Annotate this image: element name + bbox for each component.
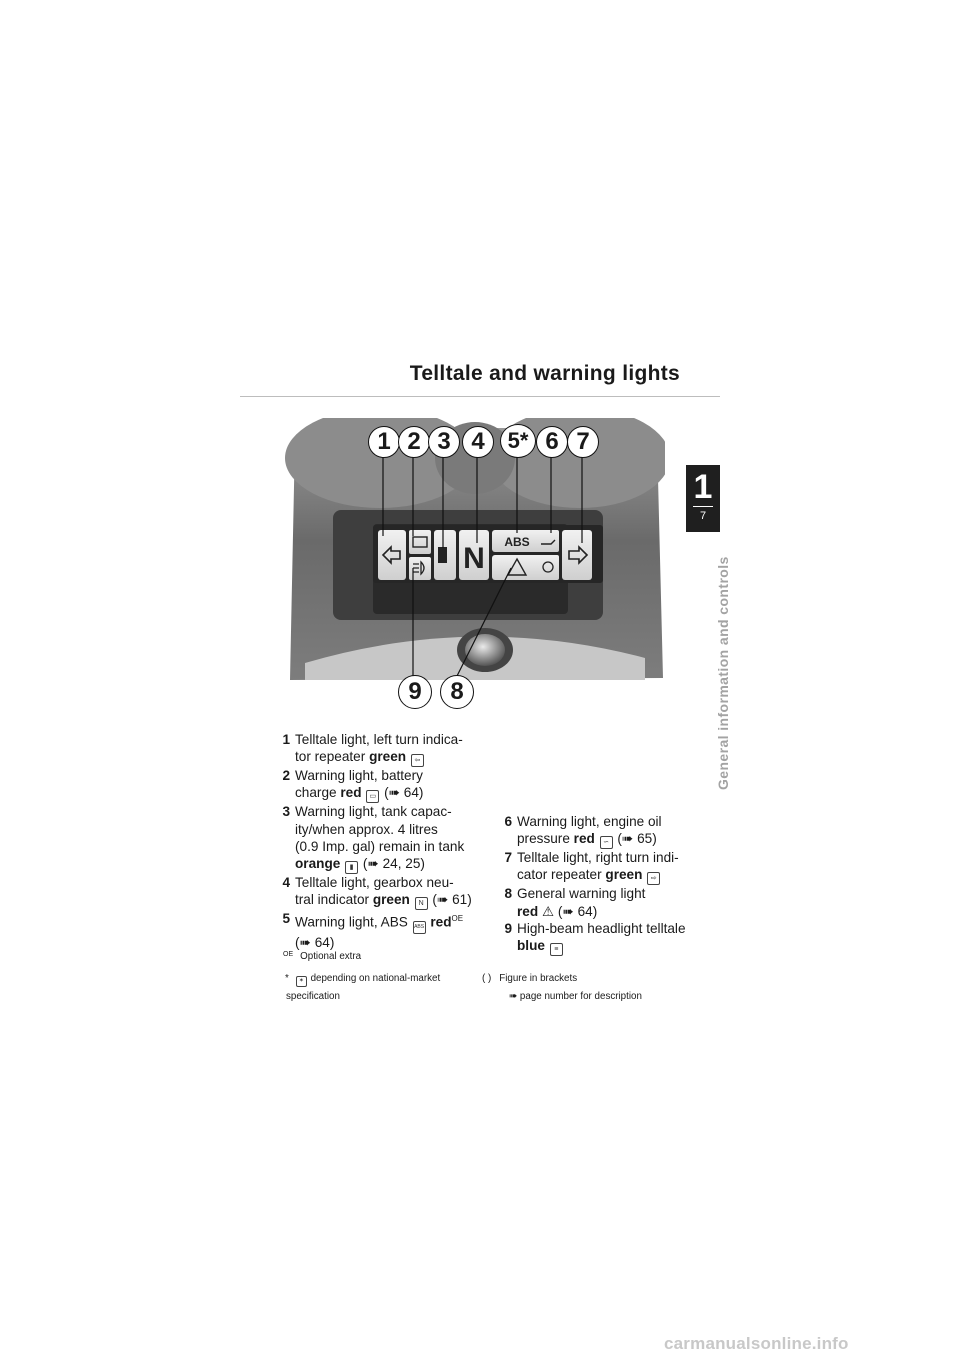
legend-item-2 [268, 767, 484, 803]
section-side-title: General information and controls [715, 556, 731, 790]
legend-item-6 [490, 813, 690, 849]
legend-item-3 [268, 803, 484, 874]
legend-number: 8 [504, 886, 512, 902]
callout-5: 5* [500, 424, 536, 458]
title-divider [240, 396, 720, 397]
color-word: green [605, 867, 643, 883]
legend-item-8 [490, 885, 690, 919]
legend-text: High-beam headlight telltale [517, 920, 686, 936]
legend-text: ity/when approx. 4 litres [295, 821, 438, 837]
brackets-text: Figure in brackets [499, 973, 578, 984]
legend-text: Telltale light, left turn indica- [295, 732, 463, 747]
color-word: red [517, 903, 539, 919]
fuel-icon [438, 547, 447, 563]
star-text: depending on national-market [310, 973, 441, 984]
market-specific-icon: ✶ [296, 976, 307, 987]
neutral-icon: N [415, 897, 428, 910]
callout-7: 7 [567, 426, 599, 458]
instrument-panel-photo [285, 418, 665, 710]
chapter-tab [686, 465, 720, 532]
legend-text: Telltale light, right turn indi- [517, 850, 679, 866]
legend-text: tral indicator [295, 892, 373, 908]
legend-text: Telltale light, gearbox neu- [295, 875, 454, 891]
indicator-battery [409, 530, 431, 554]
chapter-divider [693, 506, 713, 507]
page-reference: (➠ 64) [295, 934, 335, 950]
legend-text: charge [295, 785, 341, 801]
color-word: orange [295, 856, 341, 872]
legend-text: (0.9 Imp. gal) remain in tank [295, 838, 465, 854]
color-word: blue [517, 938, 545, 954]
legend-item-7 [490, 849, 690, 885]
legend-item-9 [490, 920, 690, 956]
star-text-2: specification [286, 991, 340, 1002]
indicator-high-beam [409, 557, 431, 580]
color-word: green [372, 892, 410, 908]
left-arrow-icon: ⇦ [411, 754, 424, 767]
color-word: red [430, 914, 452, 930]
legend-number: 3 [282, 804, 290, 820]
footnote-brackets [482, 970, 702, 1006]
oe-mark: OE [283, 951, 294, 958]
high-beam-icon: ≡ [550, 943, 563, 956]
battery-icon: ▭ [366, 790, 379, 803]
arrow-text: ➠ page number for description [509, 991, 642, 1002]
brackets-mark: ( ) [482, 973, 492, 984]
fuel-icon: ▮ [345, 861, 358, 874]
page-reference: (➠ 65) [617, 831, 657, 847]
oil-can-icon: ∽ [600, 836, 613, 849]
legend-text: Warning light, engine oil [517, 814, 662, 829]
legend-text: tor repeater [295, 749, 370, 765]
chapter-number: 1 [693, 468, 713, 506]
callout-1: 1 [368, 426, 400, 458]
page-title: Telltale and warning lights [409, 362, 680, 385]
right-arrow-icon: ⇨ [647, 872, 660, 885]
callout-4: 4 [462, 426, 494, 458]
legend-text: Warning light, tank capac- [295, 804, 452, 820]
legend-right [490, 813, 690, 956]
abs-icon: ABS [413, 921, 426, 934]
callout-3: 3 [428, 426, 460, 458]
legend-item-5 [268, 910, 484, 951]
callout-8: 8 [440, 675, 474, 709]
legend-left [268, 731, 484, 951]
oe-text: Optional extra [300, 951, 362, 962]
page-reference: (➠ 64) [384, 785, 424, 801]
neutral-label: N [463, 542, 485, 575]
ignition-switch [465, 634, 505, 666]
warning-triangle-icon: ⚠ [541, 903, 555, 919]
color-word: red [340, 785, 362, 801]
color-word: green [369, 749, 407, 765]
legend-text: Warning light, ABS [295, 914, 412, 930]
callout-9: 9 [398, 675, 432, 709]
legend-number: 4 [282, 875, 290, 891]
legend-text: cator repeater [517, 867, 606, 883]
legend-number: 7 [504, 850, 512, 866]
footnote-optional-extra [283, 951, 361, 962]
footnote-star [285, 970, 485, 1006]
optional-extra-mark: OE [451, 914, 464, 924]
color-word: red [573, 831, 595, 847]
callout-6: 6 [536, 426, 568, 458]
legend-item-1 [268, 731, 484, 767]
legend-text: General warning light [517, 886, 646, 902]
indicator-fog-light [537, 555, 559, 580]
legend-number: 9 [504, 920, 512, 936]
legend-number: 6 [504, 814, 512, 829]
star-mark: * [285, 973, 289, 984]
page-number: 7 [699, 510, 707, 522]
legend-number: 5 [282, 911, 290, 927]
page-reference: (➠ 61) [432, 892, 472, 908]
legend-number: 1 [282, 732, 290, 747]
watermark: carmanualsonline.info [664, 1334, 849, 1353]
legend-text: pressure [517, 831, 574, 847]
abs-label: ABS [504, 535, 530, 549]
legend-number: 2 [282, 768, 290, 784]
page-reference: (➠ 64) [557, 903, 598, 919]
legend-text: Warning light, battery [295, 768, 423, 784]
indicator-oil-pressure [537, 530, 559, 552]
legend-item-4 [268, 874, 484, 910]
callout-2: 2 [398, 426, 430, 458]
page-reference: (➠ 24, 25) [362, 856, 425, 872]
